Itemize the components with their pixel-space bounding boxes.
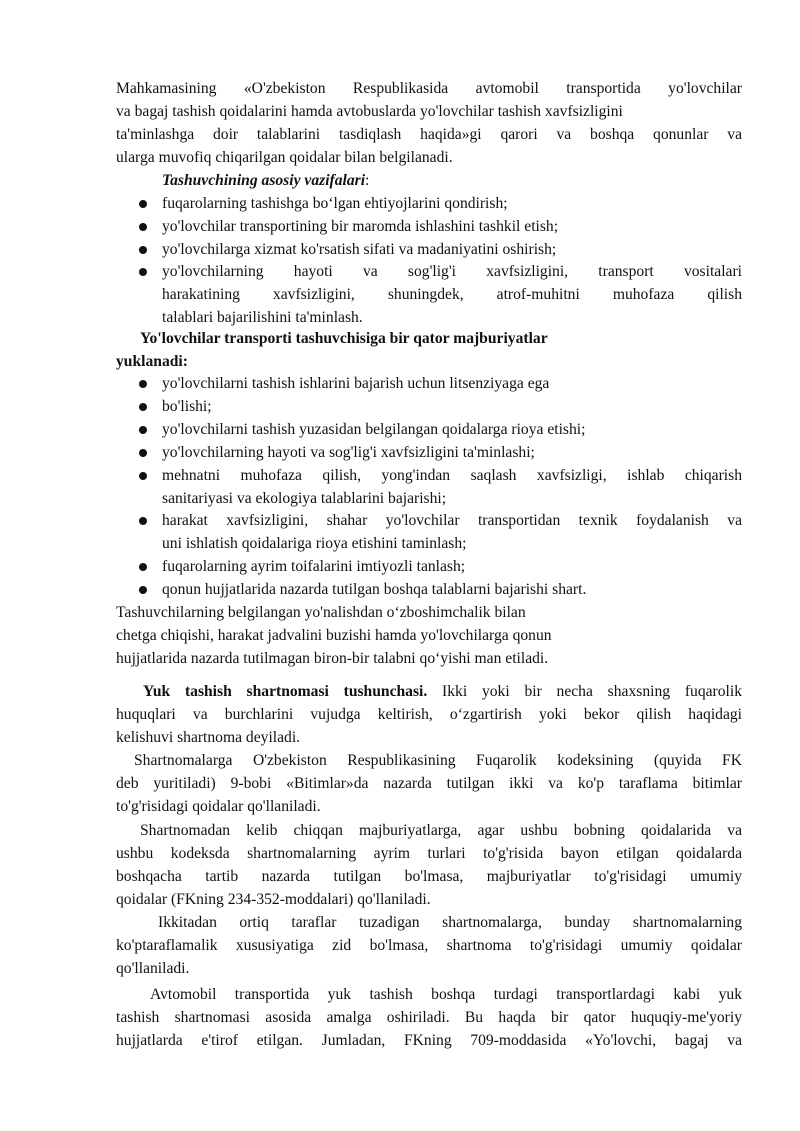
intro-line: ularga muvofiq chiqarilgan qoidalar bilan belgilanadi. [116,149,453,166]
text-line: kelishuvi shartnoma deyiladi. [116,729,301,746]
list-item: yo'lovchilarning hayoti va sog'lig'i xavfsizligini, transport vositalari [162,263,742,280]
tasks-heading-text: Tashuvchining asosiy vazifalari [162,172,366,189]
intro-line: ta'minlashga doir talablarini tasdiqlash haqida»gi qarori va boshqa qonunlar va [116,126,742,143]
text-line: Avtomobil transportida yuk tashish boshqa turdagi transportlardagi kabi yuk [150,986,742,1003]
intro-line: va bagaj tashish qoidalarini hamda avtobuslarda yo'lovchilar tashish xavfsizligini [116,103,623,120]
bullet-icon [139,380,147,388]
bullet-icon [139,246,147,254]
contract-heading: Yuk tashish shartnomasi tushunchasi. [143,683,428,700]
text-line: qo'llaniladi. [116,960,190,977]
bullet-icon [139,586,147,594]
text-line: boshqacha tartib nazarda tutilgan bo'lmasa, majburiyatlar to'g'risidagi umumiy [116,868,742,885]
list-item: fuqarolarning ayrim toifalarini imtiyozli tanlash; [162,558,466,575]
text-line: ko'ptaraflamalik xususiyatiga zid bo'lmasa, shartnoma to'g'risidagi umumiy qoidalar [116,937,742,954]
list-item: qonun hujjatlarida nazarda tutilgan boshqa talablarni bajarishi shart. [162,581,587,598]
bullet-icon [139,517,147,525]
list-item-continuation: uni ishlatish qoidalariga rioya etishini taminlash; [162,535,467,552]
text-line: to'g'risidagi qoidalar qo'llaniladi. [116,798,321,815]
tasks-heading-colon: : [365,172,370,189]
intro-line: Mahkamasining «O'zbekiston Respublikasida avtomobil transportida yo'lovchilar [116,80,742,97]
text-line: ushbu kodeksda shartnomalarning ayrim turlari to'g'risida bayon etilgan qoidalarda [116,845,742,862]
contract-first-line-rest: Ikki yoki bir necha shaxsning fuqarolik [427,683,742,700]
duties-heading: Yo'lovchilar transporti tashuvchisiga bir qator majburiyatlar [140,330,548,347]
list-item: harakat xavfsizligini, shahar yo'lovchilar transportidan texnik foydalanish va [162,512,742,529]
list-item: yo'lovchilarning hayoti va sog'lig'i xavfsizligini ta'minlashi; [162,444,535,461]
text-line: huquqlari va burchlarini vujudga keltirish, o‘zgartirish yoki bekor qilish haqidagi [116,706,742,723]
bullet-icon [139,449,147,457]
text-line: tashish shartnomasi asosida amalga oshiriladi. Bu haqda bir qator huquqiy-me'yoriy [116,1009,742,1026]
bullet-icon [139,200,147,208]
bullet-icon [139,426,147,434]
text-line: qoidalar (FKning 234-352-moddalari) qo'llaniladi. [116,891,431,908]
text-line: chetga chiqishi, harakat jadvalini buzishi hamda yo'lovchilarga qonun [116,627,552,644]
bullet-icon [139,403,147,411]
text-line: Ikkitadan ortiq taraflar tuzadigan shartnomalarga, bunday shartnomalarning [158,914,742,931]
list-item: yo'lovchilarni tashish ishlarini bajarish uchun litsenziyaga ega [162,375,550,392]
contract-first-line [143,681,742,704]
text-line: hujjatlarida nazarda tutilmagan biron-bir talabni qo‘yishi man etiladi. [116,650,549,667]
bullet-icon [139,472,147,480]
list-item-continuation: harakatining xavfsizligini, shuningdek, atrof-muhitni muhofaza qilish [162,286,742,303]
text-line: hujjatlarda e'tirof etilgan. Jumladan, FKning 709-moddasida «Yo'lovchi, bagaj va [116,1032,742,1049]
list-item: bo'lishi; [162,398,212,415]
text-line: Shartnomalarga O'zbekiston Respublikasining Fuqarolik kodeksining (quyida FK [134,752,742,769]
list-item: yo'lovchilarni tashish yuzasidan belgilangan qoidalarga rioya etishi; [162,421,586,438]
list-item-continuation: talablari bajarilishini ta'minlash. [162,309,363,326]
list-item-continuation: sanitariyasi va ekologiya talablarini bajarishi; [162,490,447,507]
text-line: Tashuvchilarning belgilangan yo'nalishdan o‘zboshimchalik bilan [116,604,526,621]
list-item: fuqarolarning tashishga bo‘lgan ehtiyojlarini qondirish; [162,195,508,212]
bullet-icon [139,268,147,276]
tasks-heading [162,170,742,193]
bullet-icon [139,563,147,571]
text-line: deb yuritiladi) 9-bobi «Bitimlar»da nazarda tutilgan ikki va ko'p taraflama bitimlar [116,775,742,792]
list-item: mehnatni muhofaza qilish, yong'indan saqlash xavfsizligi, ishlab chiqarish [162,467,742,484]
duties-heading-cont: yuklanadi: [116,353,188,370]
list-item: yo'lovchilarga xizmat ko'rsatish sifati va madaniyatini oshirish; [162,241,557,258]
list-item: yo'lovchilar transportining bir maromda ishlashini tashkil etish; [162,218,559,235]
text-line: Shartnomadan kelib chiqqan majburiyatlarga, agar ushbu bobning qoidalarida va [140,822,742,839]
bullet-icon [139,223,147,231]
